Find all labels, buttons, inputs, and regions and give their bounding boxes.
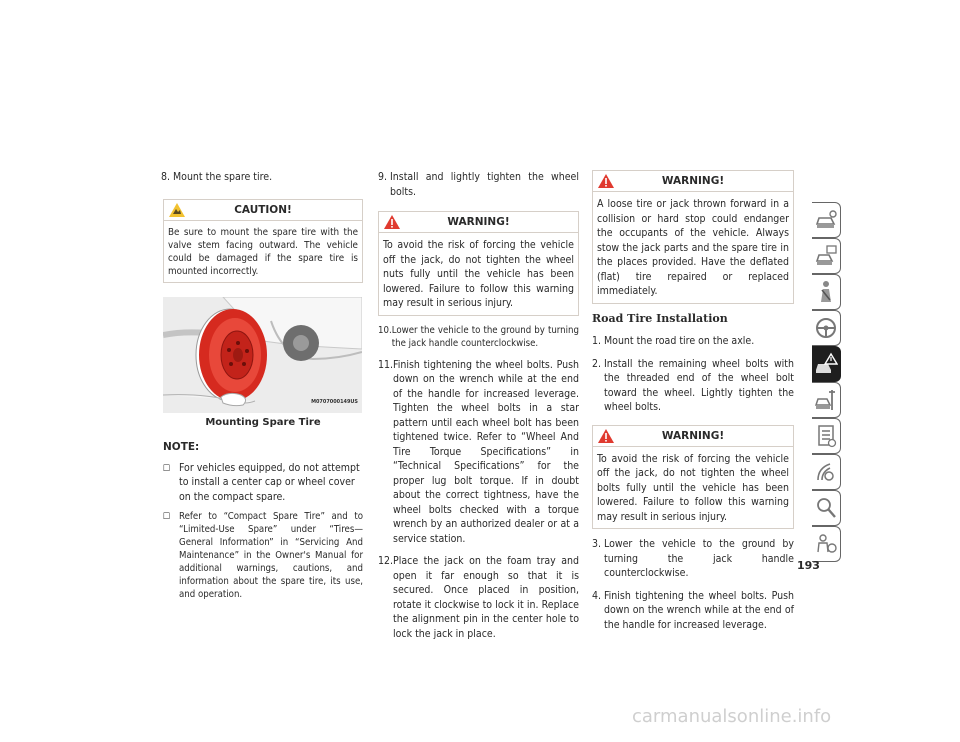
column-left: [163, 170, 363, 607]
road-step-1: 1. Mount the road tire on the axle.: [592, 335, 755, 347]
warning-box: [378, 211, 579, 316]
warning-box-stow: [592, 170, 794, 304]
search-index-icon: [814, 494, 838, 522]
customer-assistance-icon: [814, 530, 838, 558]
road-step-4: 4. Finish tightening the wheel bolts. Push down on the wrench while at the end of the handle for increased leverage.: [592, 589, 794, 631]
warning-title: WARNING!: [661, 429, 725, 442]
page-number: 193: [797, 559, 820, 572]
tab-safety[interactable]: [812, 274, 841, 310]
caution-box: [163, 199, 363, 283]
tab-servicing-maintenance[interactable]: [812, 382, 841, 418]
step-8: [161, 170, 363, 185]
caution-triangle-icon: [168, 202, 186, 218]
tab-technical-specifications[interactable]: [812, 418, 841, 454]
warning-text: A loose tire or jack thrown forward in a collision or hard stop could endanger the occupants of the vehicle. Always stow the jack parts and the spare tire in the places provided. Have the deflated (flat) tire repaired or replaced immediately.: [597, 198, 789, 297]
step-number: 9.: [378, 171, 391, 183]
figure-code: M0707000149US: [311, 399, 358, 405]
road-step-2: 2. Install the remaining wheel bolts with the threaded end of the wheel bolt toward the wheel. Lightly tighten the wheel bolts.: [592, 357, 794, 413]
warning-triangle-icon: [597, 173, 615, 189]
tab-starting-operating[interactable]: [812, 310, 841, 346]
warning-title: WARNING!: [661, 175, 725, 187]
step-text: Finish tightening the wheel bolts. Push down on the wrench while at the end of the handle for increased leverage. Tighten the wheel bolts in a star pattern until each wheel bolt has been tightened twice. Refer to “Wheel And Tire Torque Specifications” in “Technical Specifications” for the proper lug bolt torque. If in doubt about the correct tightness, have the wheel bolts checked with a torque wrench by an authorized dealer or at a service station.: [393, 358, 579, 545]
warning-header: [379, 212, 578, 233]
checkbox-bullet-icon: ☐: [163, 463, 171, 474]
emergency-warning-icon: [814, 350, 838, 378]
caution-header: [164, 200, 362, 221]
steering-wheel-icon: [814, 314, 838, 342]
seatbelt-safety-icon: [814, 278, 838, 306]
caution-text: Be sure to mount the spare tire with the valve stem facing outward. The vehicle could be damaged if the spare tire is mounted incorrectly.: [168, 226, 358, 277]
step-text: Place the jack on the foam tray and open it far enough so that it is secured. Once placed in position, rotate it clockwise to lock it in. Replace the alignment pin in the center hole to lock the jack in place.: [393, 555, 579, 640]
warning-triangle-icon: [597, 428, 615, 444]
warning-header: [593, 171, 793, 192]
note-bullet-2: ☐ Refer to “Compact Spare Tire” and to “Limited-Use Spare” under “Tires—General Information” in “Servicing And Maintenance” in the Owner's Manual for additional warnings, cautions, and information about the spare tire, its use, and operation.: [163, 511, 363, 600]
car-service-icon: [814, 386, 838, 414]
tab-introduction[interactable]: [812, 202, 841, 238]
tab-multimedia[interactable]: [812, 454, 841, 490]
car-mail-icon: [814, 242, 838, 270]
warning-triangle-icon: [383, 214, 401, 230]
tab-customer-assistance[interactable]: [812, 526, 841, 562]
step-number: 11.: [378, 358, 394, 371]
step-12: [378, 554, 579, 641]
caution-title: CAUTION!: [234, 203, 292, 216]
step-number: 8.: [161, 171, 174, 183]
tab-getting-to-know[interactable]: [812, 238, 841, 274]
step-number: 12.: [378, 555, 394, 567]
figure-caption: Mounting Spare Tire: [205, 416, 321, 428]
step-11: [378, 358, 579, 547]
tab-in-case-of-emergency[interactable]: [812, 346, 841, 382]
warning-text: To avoid the risk of forcing the vehicle off the jack, do not tighten the wheel bolts fully until the vehicle has been lowered. Failure to follow this warning may result in serious injury.: [597, 452, 789, 523]
mounting-spare-tire-figure: [163, 297, 362, 413]
step-9: [378, 170, 579, 199]
note-bullet-1: ☐ For vehicles equipped, do not attempt to install a center cap or wheel cover on the compact spare.: [163, 461, 360, 503]
warning-header: [593, 426, 793, 447]
column-middle: [378, 170, 579, 641]
step-10: [378, 324, 579, 350]
specifications-list-icon: [814, 422, 838, 450]
warning-box-tighten: [592, 425, 794, 530]
step-text: Lower the vehicle to the ground by turning the jack handle counterclockwise.: [391, 324, 579, 349]
note-title: NOTE:: [163, 441, 200, 453]
multimedia-icon: [814, 458, 838, 486]
warning-text: To avoid the risk of forcing the vehicle off the jack, do not tighten the wheel nuts fully until the vehicle has been lowered. Failure to follow this warning may result in serious injury.: [383, 239, 574, 309]
section-title: Road Tire Installation: [592, 311, 728, 325]
step-text: Mount the spare tire.: [173, 171, 273, 183]
column-right: [592, 170, 794, 632]
step-number: 10.: [378, 324, 392, 336]
car-intro-icon: [814, 206, 838, 234]
tab-index[interactable]: [812, 490, 841, 526]
warning-title: WARNING!: [447, 216, 510, 228]
watermark: carmanualsonline.info: [632, 706, 832, 727]
checkbox-bullet-icon: ☐: [163, 512, 171, 522]
step-text: Install and lightly tighten the wheel bolts.: [390, 171, 579, 198]
road-step-3: 3. Lower the vehicle to the ground by turning the jack handle counterclockwise.: [592, 538, 794, 579]
